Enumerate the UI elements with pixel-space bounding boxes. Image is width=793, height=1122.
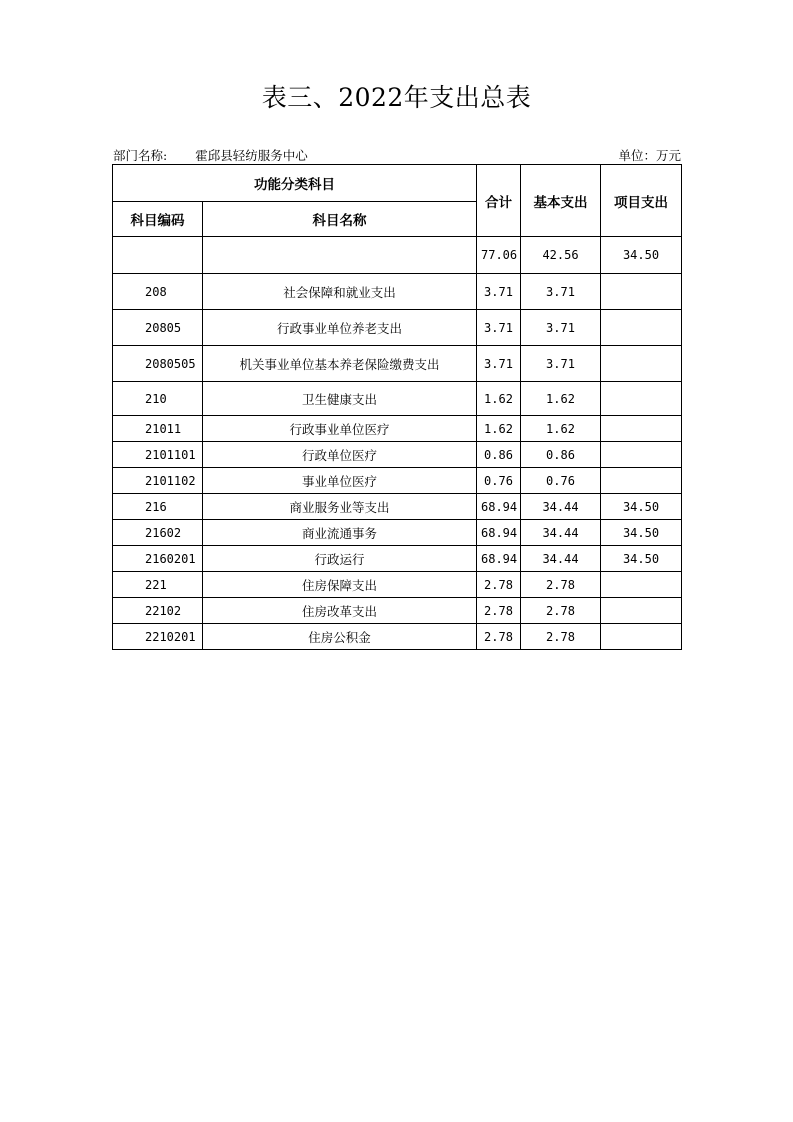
row-project (601, 416, 682, 442)
row-basic: 34.44 (521, 546, 601, 572)
row-project (601, 598, 682, 624)
row-code: 2080505 (113, 346, 203, 382)
row-project (601, 382, 682, 416)
row-code: 2210201 (113, 624, 203, 650)
row-project: 34.50 (601, 520, 682, 546)
row-total: 68.94 (477, 520, 521, 546)
row-total: 3.71 (477, 274, 521, 310)
row-name: 行政单位医疗 (203, 442, 477, 468)
row-total: 2.78 (477, 572, 521, 598)
totals-basic: 42.56 (521, 237, 601, 274)
row-basic: 34.44 (521, 520, 601, 546)
table-row (113, 572, 682, 598)
row-total: 2.78 (477, 624, 521, 650)
table-row (113, 346, 682, 382)
department-name: 霍邱县轻纺服务中心 (195, 148, 308, 163)
row-code: 216 (113, 494, 203, 520)
row-name: 卫生健康支出 (203, 382, 477, 416)
row-total: 3.71 (477, 310, 521, 346)
row-code: 210 (113, 382, 203, 416)
row-basic: 0.76 (521, 468, 601, 494)
row-name: 商业服务业等支出 (203, 494, 477, 520)
row-name: 社会保障和就业支出 (203, 274, 477, 310)
row-code: 2101101 (113, 442, 203, 468)
row-project (601, 346, 682, 382)
row-project (601, 624, 682, 650)
basic-expenditure-header: 基本支出 (521, 165, 601, 237)
totals-code (113, 237, 203, 274)
row-total: 1.62 (477, 382, 521, 416)
row-name: 商业流通事务 (203, 520, 477, 546)
table-row (113, 416, 682, 442)
row-code: 22102 (113, 598, 203, 624)
table-row (113, 310, 682, 346)
row-total: 2.78 (477, 598, 521, 624)
table-row (113, 546, 682, 572)
row-code: 2101102 (113, 468, 203, 494)
row-name: 住房公积金 (203, 624, 477, 650)
row-basic: 1.62 (521, 416, 601, 442)
expenditure-table (112, 164, 682, 650)
department-label: 部门名称: (113, 148, 168, 163)
row-code: 20805 (113, 310, 203, 346)
table-row (113, 382, 682, 416)
totals-project: 34.50 (601, 237, 682, 274)
code-header: 科目编码 (113, 202, 203, 237)
total-header: 合计 (477, 165, 521, 237)
row-project (601, 274, 682, 310)
row-basic: 0.86 (521, 442, 601, 468)
row-project: 34.50 (601, 494, 682, 520)
row-code: 2160201 (113, 546, 203, 572)
row-name: 行政事业单位医疗 (203, 416, 477, 442)
row-basic: 2.78 (521, 572, 601, 598)
row-basic: 2.78 (521, 598, 601, 624)
table-row (113, 442, 682, 468)
row-name: 住房保障支出 (203, 572, 477, 598)
row-project (601, 468, 682, 494)
row-name: 住房改革支出 (203, 598, 477, 624)
row-project (601, 310, 682, 346)
row-project (601, 572, 682, 598)
row-code: 208 (113, 274, 203, 310)
page-title: 表三、2022年支出总表 (261, 83, 532, 112)
row-basic: 3.71 (521, 310, 601, 346)
totals-row (113, 237, 682, 274)
row-basic: 34.44 (521, 494, 601, 520)
row-basic: 1.62 (521, 382, 601, 416)
row-total: 0.76 (477, 468, 521, 494)
totals-name (203, 237, 477, 274)
project-expenditure-header: 项目支出 (601, 165, 682, 237)
table-row (113, 274, 682, 310)
row-name: 行政事业单位养老支出 (203, 310, 477, 346)
row-code: 21011 (113, 416, 203, 442)
row-basic: 3.71 (521, 274, 601, 310)
table-row (113, 468, 682, 494)
table-row (113, 598, 682, 624)
table-row (113, 624, 682, 650)
row-code: 21602 (113, 520, 203, 546)
row-name: 行政运行 (203, 546, 477, 572)
row-name: 机关事业单位基本养老保险缴费支出 (203, 346, 477, 382)
functional-category-header: 功能分类科目 (113, 165, 477, 202)
header-row-1 (113, 165, 682, 202)
row-basic: 2.78 (521, 624, 601, 650)
totals-total: 77.06 (477, 237, 521, 274)
row-basic: 3.71 (521, 346, 601, 382)
row-total: 1.62 (477, 416, 521, 442)
row-code: 221 (113, 572, 203, 598)
row-project: 34.50 (601, 546, 682, 572)
unit-label: 单位：万元 (618, 148, 681, 163)
row-name: 事业单位医疗 (203, 468, 477, 494)
row-total: 3.71 (477, 346, 521, 382)
table-row (113, 520, 682, 546)
name-header: 科目名称 (203, 202, 477, 237)
row-project (601, 442, 682, 468)
row-total: 0.86 (477, 442, 521, 468)
row-total: 68.94 (477, 494, 521, 520)
table-row (113, 494, 682, 520)
row-total: 68.94 (477, 546, 521, 572)
department-info (113, 146, 308, 164)
